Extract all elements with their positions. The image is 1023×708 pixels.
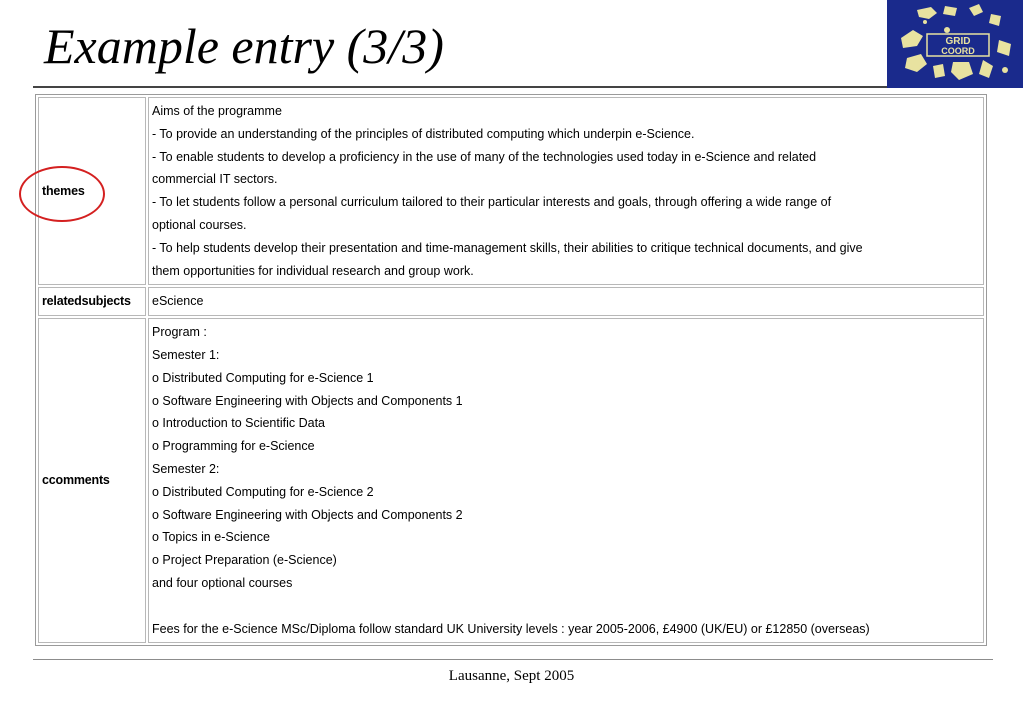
field-key-ccomments: ccomments	[38, 318, 146, 643]
ccomments-line: o Project Preparation (e-Science)	[152, 553, 337, 568]
ccomments-line: o Distributed Computing for e-Science 2	[152, 484, 374, 499]
table-row-themes	[38, 97, 984, 285]
ccomments-line: Semester 1:	[152, 347, 220, 362]
ccomments-line: o Topics in e-Science	[152, 530, 270, 545]
ccomments-line: o Introduction to Scientific Data	[152, 416, 326, 431]
logo-text-coord: COORD	[941, 46, 975, 56]
themes-line: commercial IT sectors.	[152, 172, 278, 187]
ccomments-line-blank	[152, 595, 980, 618]
themes-line: optional courses.	[152, 217, 247, 232]
themes-line: - To enable students to develop a proficiency in the use of many of the technologies used today in e-Science and related	[152, 149, 817, 164]
logo-text-grid: GRID	[945, 36, 971, 47]
highlight-circle	[19, 166, 105, 222]
ccomments-line: Semester 2:	[152, 461, 220, 476]
title-divider	[33, 86, 987, 88]
ccomments-line: Fees for the e-Science MSc/Diploma follow standard UK University levels : year 2005-2006, £4900 (UK/EU) or £12850 (overseas)	[152, 621, 870, 636]
field-key-relatedsubjects: relatedsubjects	[38, 287, 146, 316]
ccomments-line: o Software Engineering with Objects and Components 2	[152, 507, 463, 522]
footer-divider	[33, 659, 993, 660]
relatedsubjects-line: eScience	[152, 294, 204, 309]
themes-line: them opportunities for individual research and group work.	[152, 263, 474, 278]
slide-footer: Lausanne, Sept 2005	[448, 668, 575, 684]
ccomments-line: o Programming for e-Science	[152, 439, 315, 454]
field-value-themes	[148, 97, 984, 285]
field-value-relatedsubjects	[148, 287, 984, 316]
themes-line: - To let students follow a personal curriculum tailored to their particular interests and goals, through offering a wide range of	[152, 195, 832, 210]
themes-line: Aims of the programme	[152, 104, 282, 118]
table-row-relatedsubjects	[38, 287, 984, 316]
field-value-ccomments	[148, 318, 984, 643]
ccomments-line: Program :	[152, 325, 207, 340]
ccomments-line: o Distributed Computing for e-Science 1	[152, 370, 374, 385]
slide-title: Example entry (3/3)	[44, 18, 444, 74]
themes-line: - To help students develop their presentation and time-management skills, their abilities to critique technical documents, and give	[152, 240, 863, 255]
table-row-ccomments	[38, 318, 984, 643]
themes-line: - To provide an understanding of the principles of distributed computing which underpin e-Science.	[152, 126, 695, 141]
entry-table	[35, 94, 987, 646]
gridcoord-logo	[887, 0, 1023, 88]
ccomments-line: o Software Engineering with Objects and Components 1	[152, 393, 463, 408]
field-key-themes: themes	[38, 97, 146, 285]
ccomments-line: and four optional courses	[152, 575, 293, 590]
